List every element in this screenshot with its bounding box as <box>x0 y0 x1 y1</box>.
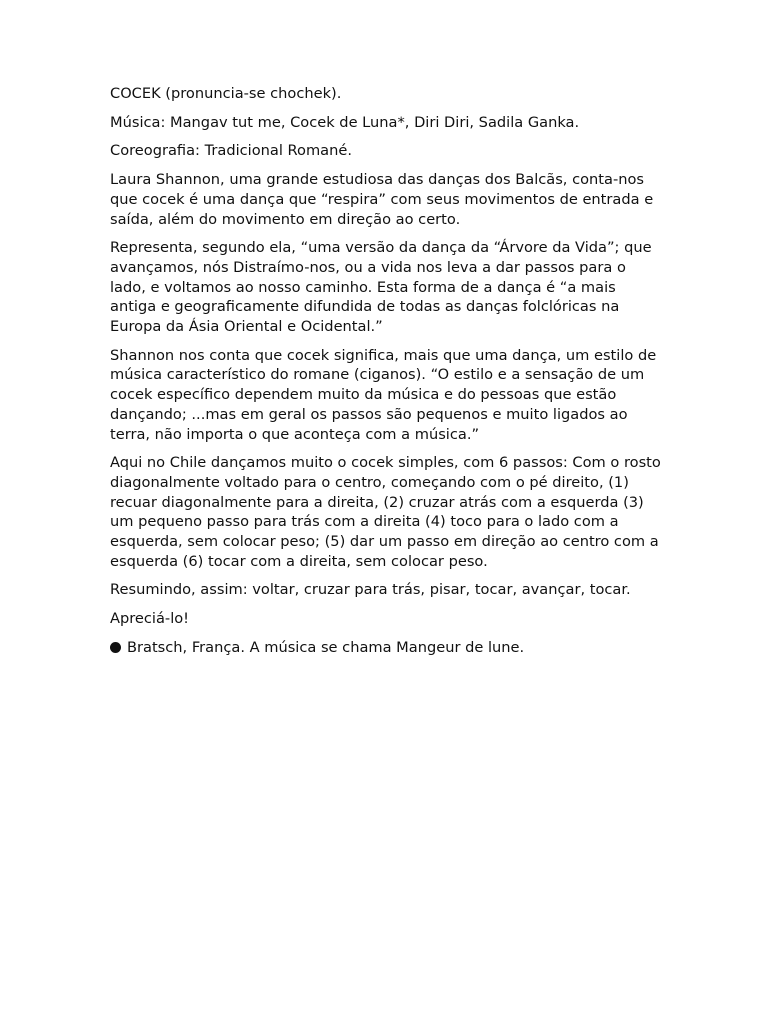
choreography-line: Coreografia: Tradicional Romané. <box>110 142 352 160</box>
paragraph: Aqui no Chile dançamos muito o cocek simples, com 6 passos: Com o rosto diagonalmente voltado para o centro, começando com o pé direito, (1) recuar diagonalmente para a direita, (2) cruzar atrás com a esquerda (3) um pequeno passo para trás com a direita (4) toco para o lado com a esquerda, sem colocar peso; (5) dar um passo em direção ao centro com a esquerda (6) tocar com a direita, sem colocar peso. <box>110 454 661 570</box>
summary-line: Resumindo, assim: voltar, cruzar para trás, pisar, tocar, avançar, tocar. <box>110 581 631 599</box>
bullet-icon <box>110 642 121 653</box>
footnote-text: Bratsch, França. A música se chama Mangeur de lune. <box>127 638 525 656</box>
paragraph: Shannon nos conta que cocek significa, mais que uma dança, um estilo de música característico do romane (ciganos). “O estilo e a sensação de um cocek específico dependem muito da música e do pessoas que estão dançando; ...mas em geral os passos são pequenos e muito ligados ao terra, não importa o que aconteça com a música.” <box>110 346 657 443</box>
paragraph: Laura Shannon, uma grande estudiosa das danças dos Balcãs, conta-nos que cocek é uma dança que “respira” com seus movimentos de entrada e saída, além do movimento em direção ao certo. <box>110 171 654 228</box>
closing-line: Apreciá-lo! <box>110 610 190 628</box>
music-line: Música: Mangav tut me, Cocek de Luna*, Diri Diri, Sadila Ganka. <box>110 113 580 131</box>
heading-line: COCEK (pronuncia-se chochek). <box>110 85 342 102</box>
document-page <box>110 84 662 658</box>
footnote <box>110 638 662 658</box>
paragraph: Representa, segundo ela, “uma versão da dança da “Árvore da Vida”; que avançamos, nós Distraímo-nos, ou a vida nos leva a dar passos para o lado, e voltamos ao nosso caminho. Esta forma de a dança é “a mais antiga e geograficamente difundida de todas as danças folclóricas na Europa da Ásia Oriental e Ocidental.” <box>110 239 652 336</box>
